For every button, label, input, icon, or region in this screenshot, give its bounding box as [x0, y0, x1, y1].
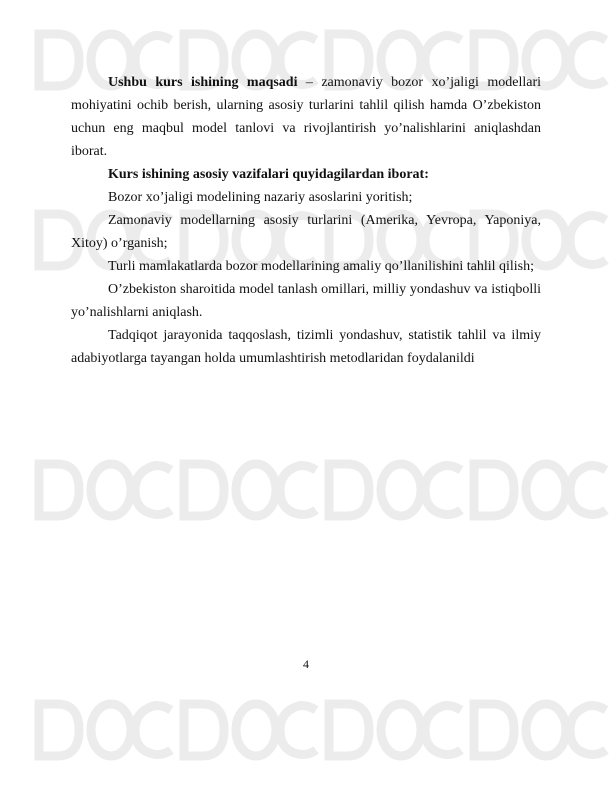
watermark-tile: [39, 464, 171, 516]
watermark-tile: [474, 704, 606, 756]
task-item-2: Zamonaviy modellarning asosiy turlarini (Amerika, Yevropa, Yaponiya, Xitoy) o’rganish;: [71, 213, 541, 251]
page-number: 4: [303, 657, 309, 671]
task-item-1: Bozor xo’jaligi modelining nazariy asoslarini yoritish;: [108, 190, 413, 205]
task-item-3: Turli mamlakatlarda bozor modellarining amaliy qo’llanilishini tahlil qilish;: [108, 259, 535, 274]
document-body: [71, 71, 541, 370]
methods-paragraph: Tadqiqot jarayonida taqqoslash, tizimli yondashuv, statistik tahlil va ilmiy adabiyotlarga tayangan holda umumlashtirish metodlaridan foydalanildi: [71, 328, 541, 366]
watermark-tile: [39, 704, 171, 756]
tasks-heading: Kurs ishining asosiy vazifalari quyidagilardan iborat:: [108, 167, 429, 182]
task-item-4: O’zbekiston sharoitida model tanlash omillari, milliy yondashuv va istiqbolli yo’nalishlarni aniqlash.: [71, 282, 541, 320]
watermark-tile: [329, 464, 461, 516]
goal-text: – zamonaviy bozor xo’jaligi modellari mohiyatini ochib berish, ularning asosiy turlarini tahlil qilish hamda O’zbekiston uchun eng maqbul model tanlovi va rivojlantirish yo’nalishlarini aniqlashdan iborat.: [71, 75, 541, 159]
watermark-tile: [184, 464, 316, 516]
goal-lead: Ushbu kurs ishining maqsadi: [108, 75, 298, 90]
goal-paragraph: [71, 71, 541, 163]
watermark-tile: [184, 704, 316, 756]
watermark-tile: [329, 704, 461, 756]
watermark-tile: [474, 464, 606, 516]
